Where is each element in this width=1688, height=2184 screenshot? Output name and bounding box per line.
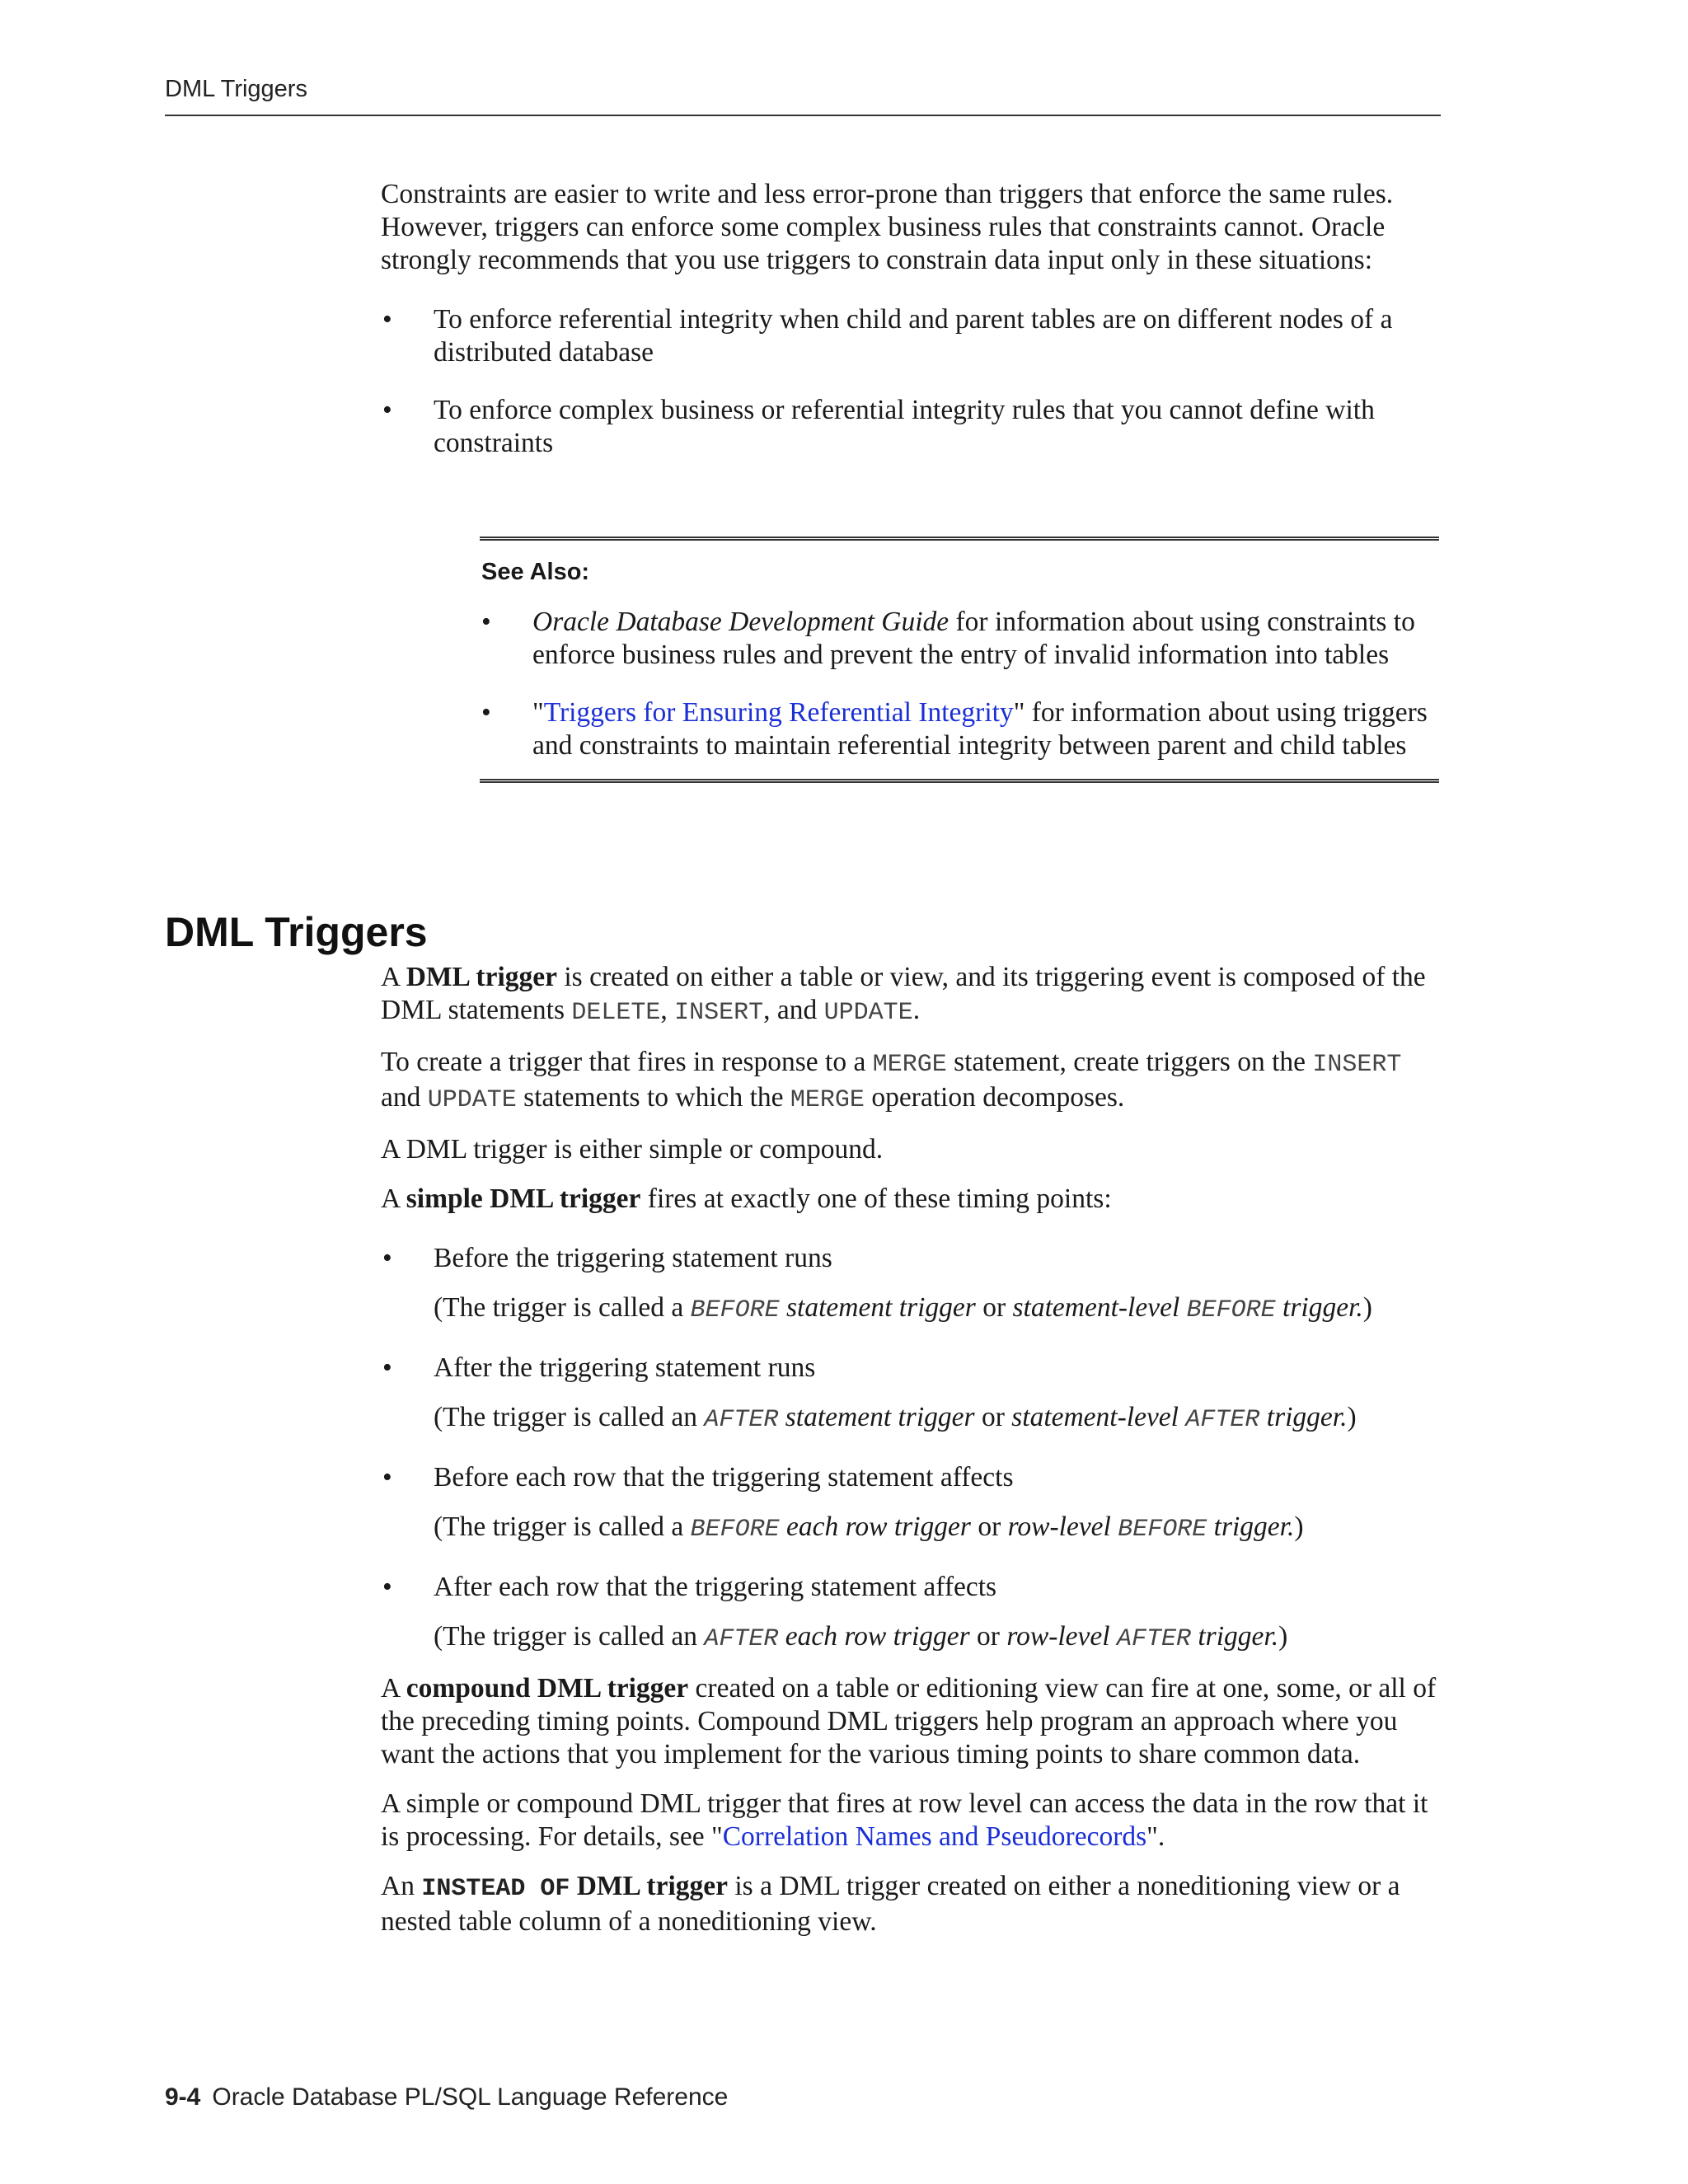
paragraph: A compound DML trigger created on a table or editioning view can fire at one, some, or all of the preceding timing points. Compound DML triggers help program an approach where you want the actions that you implement for the various timing points to share common data. bbox=[381, 1673, 1437, 1769]
intro-paragraph: Constraints are easier to write and less error-prone than triggers that enforce the same rules. However, triggers can enforce some complex business rules that constraints cannot. Oracle strongly recommends that you use triggers to constrain data input only in these situations: bbox=[381, 179, 1394, 275]
referential-integrity-link[interactable]: Triggers for Ensuring Referential Integrity bbox=[543, 697, 1014, 728]
bullet-icon: • bbox=[382, 304, 392, 335]
list-item: • "Triggers for Ensuring Referential Integrity" for information about using triggers and constraints to maintain referential integrity between parent and child tables bbox=[481, 697, 1428, 761]
paragraph: A DML trigger is either simple or compound. bbox=[381, 1134, 884, 1165]
see-also-list bbox=[480, 606, 1439, 762]
book-title-footer: Oracle Database PL/SQL Language Reference bbox=[212, 2083, 729, 2111]
paragraph: To create a trigger that fires in response to a MERGE statement, create triggers on the INSERT and UPDATE statements to which the MERGE operation decomposes. bbox=[381, 1047, 1402, 1114]
bullet-icon: • bbox=[382, 1572, 392, 1602]
intro-section bbox=[381, 178, 1444, 460]
intro-bullet-list bbox=[381, 303, 1444, 460]
book-title: Oracle Database Development Guide bbox=[532, 607, 950, 637]
list-item: • Oracle Database Development Guide for information about using constraints to enforce business rules and prevent the entry of invalid information into tables bbox=[481, 607, 1415, 670]
list-item: • Before each row that the triggering statement affects (The trigger is called a BEFORE each row trigger or row-level BEFORE trigger.) bbox=[382, 1462, 1304, 1544]
bullet-icon: • bbox=[382, 1462, 392, 1493]
paragraph: A simple or compound DML trigger that fires at row level can access the data in the row that it is processing. For details, see "Correlation Names and Pseudorecords". bbox=[381, 1788, 1428, 1852]
bullet-icon: • bbox=[382, 1352, 392, 1383]
see-also-box bbox=[480, 537, 1439, 783]
list-item: • After the triggering statement runs (The trigger is called an AFTER statement trigger or statement-level AFTER trigger.) bbox=[382, 1352, 1357, 1434]
see-also-title: See Also: bbox=[481, 559, 590, 585]
correlation-names-link[interactable]: Correlation Names and Pseudorecords bbox=[722, 1821, 1147, 1852]
paragraph: A simple DML trigger fires at exactly one of these timing points: bbox=[381, 1183, 1112, 1214]
paragraph: An INSTEAD OF DML trigger is a DML trigger created on either a noneditioning view or a nested table column of a noneditioning view. bbox=[381, 1871, 1400, 1937]
dml-triggers-section bbox=[381, 961, 1444, 1938]
list-item: • After each row that the triggering statement affects (The trigger is called an AFTER each row trigger or row-level AFTER trigger.) bbox=[382, 1572, 1288, 1653]
bullet-icon: • bbox=[481, 607, 491, 637]
page-number: 9-4 bbox=[165, 2083, 201, 2111]
list-item: • To enforce referential integrity when child and parent tables are on different nodes of a distributed database bbox=[382, 304, 1393, 368]
timing-points-list bbox=[381, 1242, 1444, 1656]
bullet-icon: • bbox=[382, 395, 392, 425]
list-item: • Before the triggering statement runs (The trigger is called a BEFORE statement trigger or statement-level BEFORE trigger.) bbox=[382, 1243, 1372, 1324]
running-header: DML Triggers bbox=[165, 76, 1441, 116]
section-heading: DML Triggers bbox=[165, 909, 428, 955]
page-footer bbox=[165, 2083, 728, 2111]
paragraph: A DML trigger is created on either a table or view, and its triggering event is composed of the DML statements DELETE, INSERT, and UPDATE. bbox=[381, 962, 1426, 1027]
bullet-icon: • bbox=[481, 697, 491, 728]
bullet-icon: • bbox=[382, 1243, 392, 1273]
list-item: • To enforce complex business or referential integrity rules that you cannot define with constraints bbox=[382, 395, 1375, 458]
